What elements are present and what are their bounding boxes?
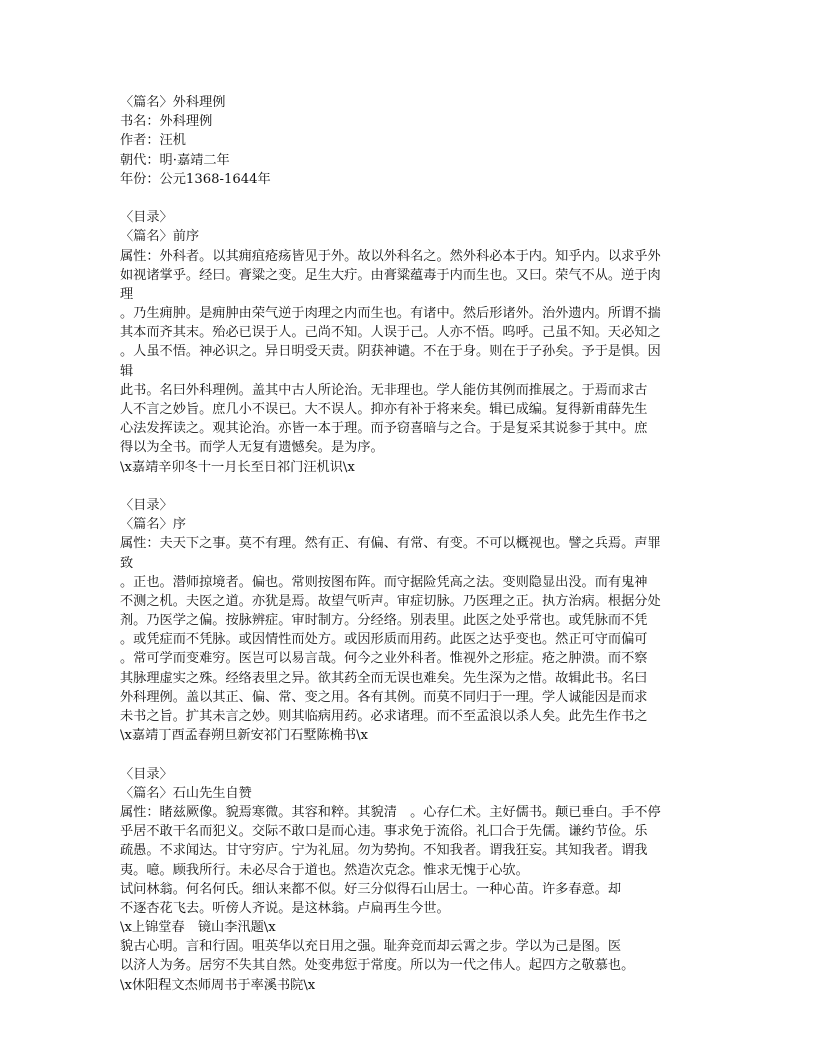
body-line: 如视诸掌乎。经曰。膏粱之变。足生大疔。由膏粱蕴毒于内而生也。又曰。荣气不从。逆于肉 [120, 267, 661, 283]
toc-heading: 〈目录〉 [120, 766, 173, 782]
section-self-praise [120, 765, 696, 995]
body-line: 不逐杏花飞去。听傍人齐说。是这林翁。卢扁再生今世。 [120, 900, 450, 916]
body-line: 。正也。潜师掠境者。偏也。常则按图布阵。而守据险凭高之法。变则隐显出没。而有鬼神 [120, 574, 648, 590]
body-line: 夷。噫。顾我所行。未必尽合于道也。然造次克念。惟求无愧于心欤。 [120, 862, 529, 878]
spacer [120, 745, 696, 764]
document-page [120, 93, 696, 995]
body-line: 得以为全书。而学人无复有遗憾矣。是为序。 [120, 440, 384, 456]
toc-heading: 〈目录〉 [120, 210, 173, 226]
meta-line: 书名：外科理例 [120, 114, 213, 130]
body-line: 理 [120, 286, 134, 302]
body-line: \x上锦堂春 镜山李汛题\x [120, 920, 276, 936]
meta-line: 年份：公元1368-1644年 [120, 171, 271, 187]
section-body [120, 534, 696, 745]
section-title: 〈篇名〉序 [120, 517, 186, 533]
body-line: 。或凭症而不凭脉。或因情性而处方。或因形质而用药。此医之达乎变也。然正可守而偏可 [120, 632, 648, 648]
body-line: 其本而齐其末。殆必已误于人。己尚不知。人误于己。人亦不悟。呜呼。己虽不知。天必知之 [120, 325, 661, 341]
section-preface [120, 208, 696, 477]
section-body [120, 803, 696, 995]
body-line: 心法发挥读之。观其论治。亦皆一本于理。而予窃喜暗与之合。于是复采其说参于其中。庶 [120, 421, 648, 437]
body-line: 貌古心明。言和行固。咀英华以充日用之强。耻奔竞而却云霄之步。学以为己是图。医 [120, 939, 622, 955]
body-line: 其脉理虚实之殊。经络表里之异。欲其药全而无误也难矣。先生深为之惜。故辑此书。名曰 [120, 670, 648, 686]
body-line: \x嘉靖丁酉孟春朔旦新安祁门石墅陈桷书\x [120, 728, 368, 744]
section-body [120, 247, 696, 477]
spacer [120, 477, 696, 496]
section-xu [120, 496, 696, 745]
body-line: 属性：外科者。以其痈疽疮疡皆见于外。故以外科名之。然外科必本于内。知乎内。以求乎外 [120, 248, 661, 264]
body-line: 乎居不敢干名而犯义。交际不敢口是而心违。事求免于流俗。礼囗合于先儒。谦约节俭。乐 [120, 824, 648, 840]
spacer [120, 189, 696, 208]
body-line: 不测之机。夫医之道。亦犹是焉。故望气听声。审症切脉。乃医理之正。执方治病。根据分处 [120, 593, 661, 609]
body-line: 剂。乃医学之偏。按脉辨症。审时制方。分经络。别表里。此医之处乎常也。或凭脉而不凭 [120, 613, 648, 629]
section-title: 〈篇名〉前序 [120, 229, 200, 245]
body-line: 属性：夫天下之事。莫不有理。然有正、有偏、有常、有变。不可以概视也。譬之兵焉。声罪 [120, 536, 661, 552]
body-line: 致 [120, 555, 134, 571]
body-line: \x嘉靖辛卯冬十一月长至日祁门汪机识\x [120, 459, 355, 475]
body-line: 。乃生痈肿。是痈肿由荣气逆于肉理之内而生也。有诸中。然后形诸外。治外遗内。所谓不揣 [120, 306, 661, 322]
body-line: 。人虽不悟。神必识之。异日明受天责。阴获神谴。不在于身。则在于子孙矣。予于是惧。因 [120, 344, 661, 360]
body-line: 。常可学而变难穷。医岂可以易言哉。何今之业外科者。惟视外之形症。疮之肿溃。而不察 [120, 651, 648, 667]
body-line: \x休阳程文杰师周书于率溪书院\x [120, 977, 316, 993]
body-line: 此书。名曰外科理例。盖其中古人所论治。无非理也。学人能仿其例而推展之。于焉而求古 [120, 382, 648, 398]
body-line: 未书之旨。扩其未言之妙。则其临病用药。必求诸理。而不至孟浪以杀人矣。此先生作书之 [120, 709, 648, 724]
body-line: 外科理例。盖以其正、偏、常、变之用。各有其例。而莫不同归于一理。学人诚能因是而求 [120, 689, 648, 705]
body-line: 属性：睹兹厥像。貌焉寒微。其容和粹。其貌清 。心存仁术。主好儒书。颠已垂白。手不停 [120, 804, 661, 820]
toc-heading: 〈目录〉 [120, 497, 173, 513]
body-line: 疏愚。不求闻达。甘守穷庐。宁为礼屈。勿为势拘。不知我者。谓我狂妄。其知我者。谓我 [120, 843, 648, 859]
meta-line: 朝代：明·嘉靖二年 [120, 152, 230, 168]
meta-line: 作者：汪机 [120, 133, 186, 149]
meta-line: 〈篇名〉外科理例 [120, 95, 226, 110]
body-line: 人不言之妙旨。庶几小不误已。大不误人。抑亦有补于将来矣。辑已成编。复得新甫薛先生 [120, 402, 648, 417]
body-line: 辑 [120, 363, 134, 379]
body-line: 以济人为务。居穷不失其自然。处变弗愆于常度。所以为一代之伟人。起四方之敬慕也。 [120, 958, 635, 974]
body-line: 试问林翁。何名何氏。细认来都不似。好三分似得石山居士。一种心苗。许多春意。却 [120, 881, 622, 897]
section-title: 〈篇名〉石山先生自赞 [120, 785, 252, 801]
